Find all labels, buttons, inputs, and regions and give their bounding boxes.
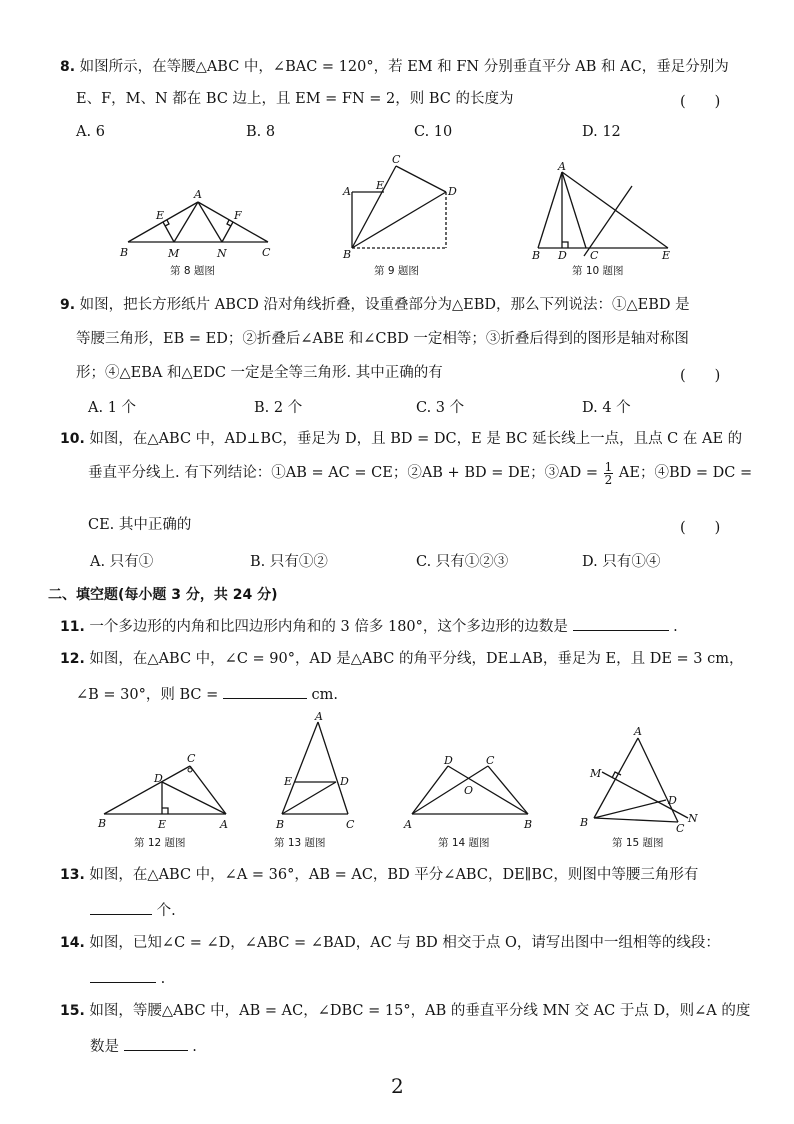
- fig12-label-d: D: [154, 772, 163, 785]
- q9-text-line1: 如图，把长方形纸片 ABCD 沿对角线折叠，设重叠部分为△EBD，那么下列说法：①△EBD 是: [79, 297, 690, 313]
- q10-option-c: C. 只有①②③: [416, 554, 509, 570]
- fig14-label-b: B: [524, 818, 533, 831]
- q15-line2: [90, 1036, 197, 1056]
- fig14-label-d: D: [444, 754, 453, 767]
- fig12-label-b: B: [98, 817, 107, 830]
- q9-option-b: B. 2 个: [254, 400, 303, 416]
- fig10-label-d: D: [558, 249, 567, 262]
- fig8-label-b: B: [120, 246, 129, 259]
- figure-q14: [400, 752, 540, 852]
- fig10-caption: 第 10 题图: [572, 265, 624, 277]
- q8-option-b: B. 8: [246, 124, 276, 140]
- q11-text: 一个多边形的内角和比四边形内角和的 3 倍多 180°，这个多边形的边数是: [89, 619, 568, 635]
- q9-option-a: A. 1 个: [88, 400, 137, 416]
- q10-line1: [60, 430, 742, 448]
- q12-text-line2a: ∠B = 30°，则 BC =: [76, 687, 219, 703]
- q13-line2: [90, 900, 176, 920]
- figure-q10: [528, 160, 688, 278]
- fig10-label-a: A: [558, 160, 566, 173]
- section-fill-in-title: 二、填空题(每小题 3 分，共 24 分): [48, 587, 278, 603]
- q9-answer-paren: ( ): [680, 368, 721, 384]
- q10-answer-paren: ( ): [680, 520, 721, 536]
- q11-answer-blank[interactable]: [573, 616, 669, 631]
- fig13-label-c: C: [346, 818, 355, 831]
- q14-answer-blank[interactable]: [90, 968, 156, 983]
- fig14-caption: 第 14 题图: [438, 837, 490, 849]
- fig13-label-a: A: [315, 710, 323, 723]
- q8-text-line1: 如图所示，在等腰△ABC 中，∠BAC = 120°，若 EM 和 FN 分别垂直平分 AB 和 AC，垂足分别为: [79, 59, 729, 75]
- q9-option-d: D. 4 个: [582, 400, 631, 416]
- q13-text-line2: 个.: [156, 903, 176, 919]
- q12-line2: [76, 684, 338, 704]
- q12-answer-blank[interactable]: [223, 684, 307, 699]
- q12-number: 12.: [60, 651, 85, 667]
- fig9-label-a: A: [343, 185, 351, 198]
- q10-number: 10.: [60, 431, 85, 447]
- q15-text-line1: 如图，等腰△ABC 中，AB = AC，∠DBC = 15°，AB 的垂直平分线 MN 交 AC 于点 D，则∠A 的度: [89, 1003, 751, 1019]
- q11-end: .: [673, 619, 678, 635]
- fig12-caption: 第 12 题图: [134, 837, 186, 849]
- q9-text-line3: 形；④△EBA 和△EDC 一定是全等三角形. 其中正确的有: [76, 365, 443, 381]
- q10-fraction: [604, 461, 614, 486]
- fig14-label-o: O: [464, 784, 474, 797]
- q15-text-line2b: .: [192, 1039, 197, 1055]
- q13-line1: [60, 866, 698, 884]
- q13-answer-blank[interactable]: [90, 900, 152, 915]
- fig14-label-c: C: [486, 754, 495, 767]
- figure-q15: [578, 722, 708, 852]
- q9-option-c: C. 3 个: [416, 400, 465, 416]
- fig14-label-a: A: [404, 818, 412, 831]
- fig9-caption: 第 9 题图: [374, 265, 419, 277]
- q14-line1: [60, 934, 720, 952]
- fig9-label-d: D: [448, 185, 457, 198]
- fig12-label-e: E: [158, 818, 167, 831]
- q10-fraction-denominator: 2: [604, 472, 613, 487]
- fig8-label-e: E: [156, 209, 165, 222]
- fig13-label-e: E: [284, 775, 293, 788]
- q9-number: 9.: [60, 297, 76, 313]
- figure-q8: [118, 186, 278, 278]
- fig9-label-b: B: [343, 248, 352, 261]
- q8-text-line2: E、F，M、N 都在 BC 边上，且 EM = FN = 2，则 BC 的长度为: [76, 91, 514, 107]
- fig9-label-e: E: [376, 179, 385, 192]
- q8-option-c: C. 10: [414, 124, 453, 140]
- q14-number: 14.: [60, 935, 85, 951]
- fig10-label-e: E: [662, 249, 671, 262]
- fig8-label-f: F: [234, 209, 242, 222]
- q9-line1: [60, 296, 690, 314]
- fig10-label-b: B: [532, 249, 541, 262]
- q10-text-line2a: 垂直平分线上. 有下列结论：①AB = AC = CE；②AB + BD = DE；③AD =: [88, 465, 599, 481]
- figure-q9: [340, 152, 470, 278]
- fig15-label-m: M: [590, 767, 602, 780]
- q8-answer-paren: ( ): [680, 94, 721, 110]
- q10-option-b: B. 只有①②: [250, 554, 328, 570]
- fig12-label-c: C: [187, 752, 196, 765]
- q10-option-a: A. 只有①: [90, 554, 154, 570]
- fig8-label-c: C: [262, 246, 271, 259]
- q8-option-d: D. 12: [582, 124, 621, 140]
- q10-text-line1: 如图，在△ABC 中，AD⊥BC，垂足为 D，且 BD = DC，E 是 BC 延长线上一点，且点 C 在 AE 的: [89, 431, 743, 447]
- fig15-label-d: D: [668, 794, 677, 807]
- q12-text-line2b: cm.: [311, 687, 338, 703]
- figure-q12: [96, 748, 236, 852]
- q11-number: 11.: [60, 619, 85, 635]
- fig8-caption: 第 8 题图: [170, 265, 215, 277]
- fig13-caption: 第 13 题图: [274, 837, 326, 849]
- fig15-label-c: C: [676, 822, 685, 835]
- q15-line1: [60, 1002, 750, 1020]
- q15-answer-blank[interactable]: [124, 1036, 188, 1051]
- fig9-label-c: C: [392, 153, 401, 166]
- figure-q13: [272, 710, 362, 852]
- q10-line2: [88, 460, 752, 486]
- q15-text-line2a: 数是: [90, 1039, 119, 1055]
- fig12-label-a: A: [220, 818, 228, 831]
- q8-number: 8.: [60, 59, 76, 75]
- q9-text-line2: 等腰三角形，EB = ED；②折叠后∠ABE 和∠CBD 一定相等；③折叠后得到的图形是轴对称图: [76, 331, 689, 347]
- q14-text-line2: .: [160, 971, 166, 987]
- q8-option-a: A. 6: [76, 124, 105, 140]
- fig10-label-c: C: [590, 249, 599, 262]
- fig13-label-d: D: [340, 775, 349, 788]
- q14-line2: [90, 968, 165, 988]
- fig15-label-a: A: [634, 725, 642, 738]
- fig13-label-b: B: [276, 818, 285, 831]
- q10-option-d: D. 只有①④: [582, 554, 661, 570]
- fig8-label-a: A: [194, 188, 202, 201]
- fig8-label-m: M: [168, 247, 180, 260]
- q12-text-line1: 如图，在△ABC 中，∠C = 90°，AD 是△ABC 的角平分线，DE⊥AB，垂足为 E，且 DE = 3 cm，: [89, 651, 744, 667]
- q8-line1: [60, 58, 729, 76]
- q13-text-line1: 如图，在△ABC 中，∠A = 36°，AB = AC，BD 平分∠ABC，DE∥BC，则图中等腰三角形有: [89, 867, 699, 883]
- q10-text-line2b: AE；④BD = DC =: [618, 465, 753, 481]
- q11-line: [60, 616, 678, 636]
- q10-text-line3: CE. 其中正确的: [88, 517, 192, 533]
- q15-number: 15.: [60, 1003, 85, 1019]
- fig15-caption: 第 15 题图: [612, 837, 664, 849]
- fig8-label-n: N: [217, 247, 227, 260]
- q13-number: 13.: [60, 867, 85, 883]
- fig15-label-n: N: [688, 812, 698, 825]
- q10-fraction-numerator: 1: [604, 459, 613, 474]
- fig15-label-b: B: [580, 816, 589, 829]
- q14-text-line1: 如图，已知∠C = ∠D，∠ABC = ∠BAD，AC 与 BD 相交于点 O，请写出图中一组相等的线段：: [89, 935, 720, 951]
- page-number: 2: [391, 1074, 404, 1098]
- q12-line1: [60, 650, 744, 668]
